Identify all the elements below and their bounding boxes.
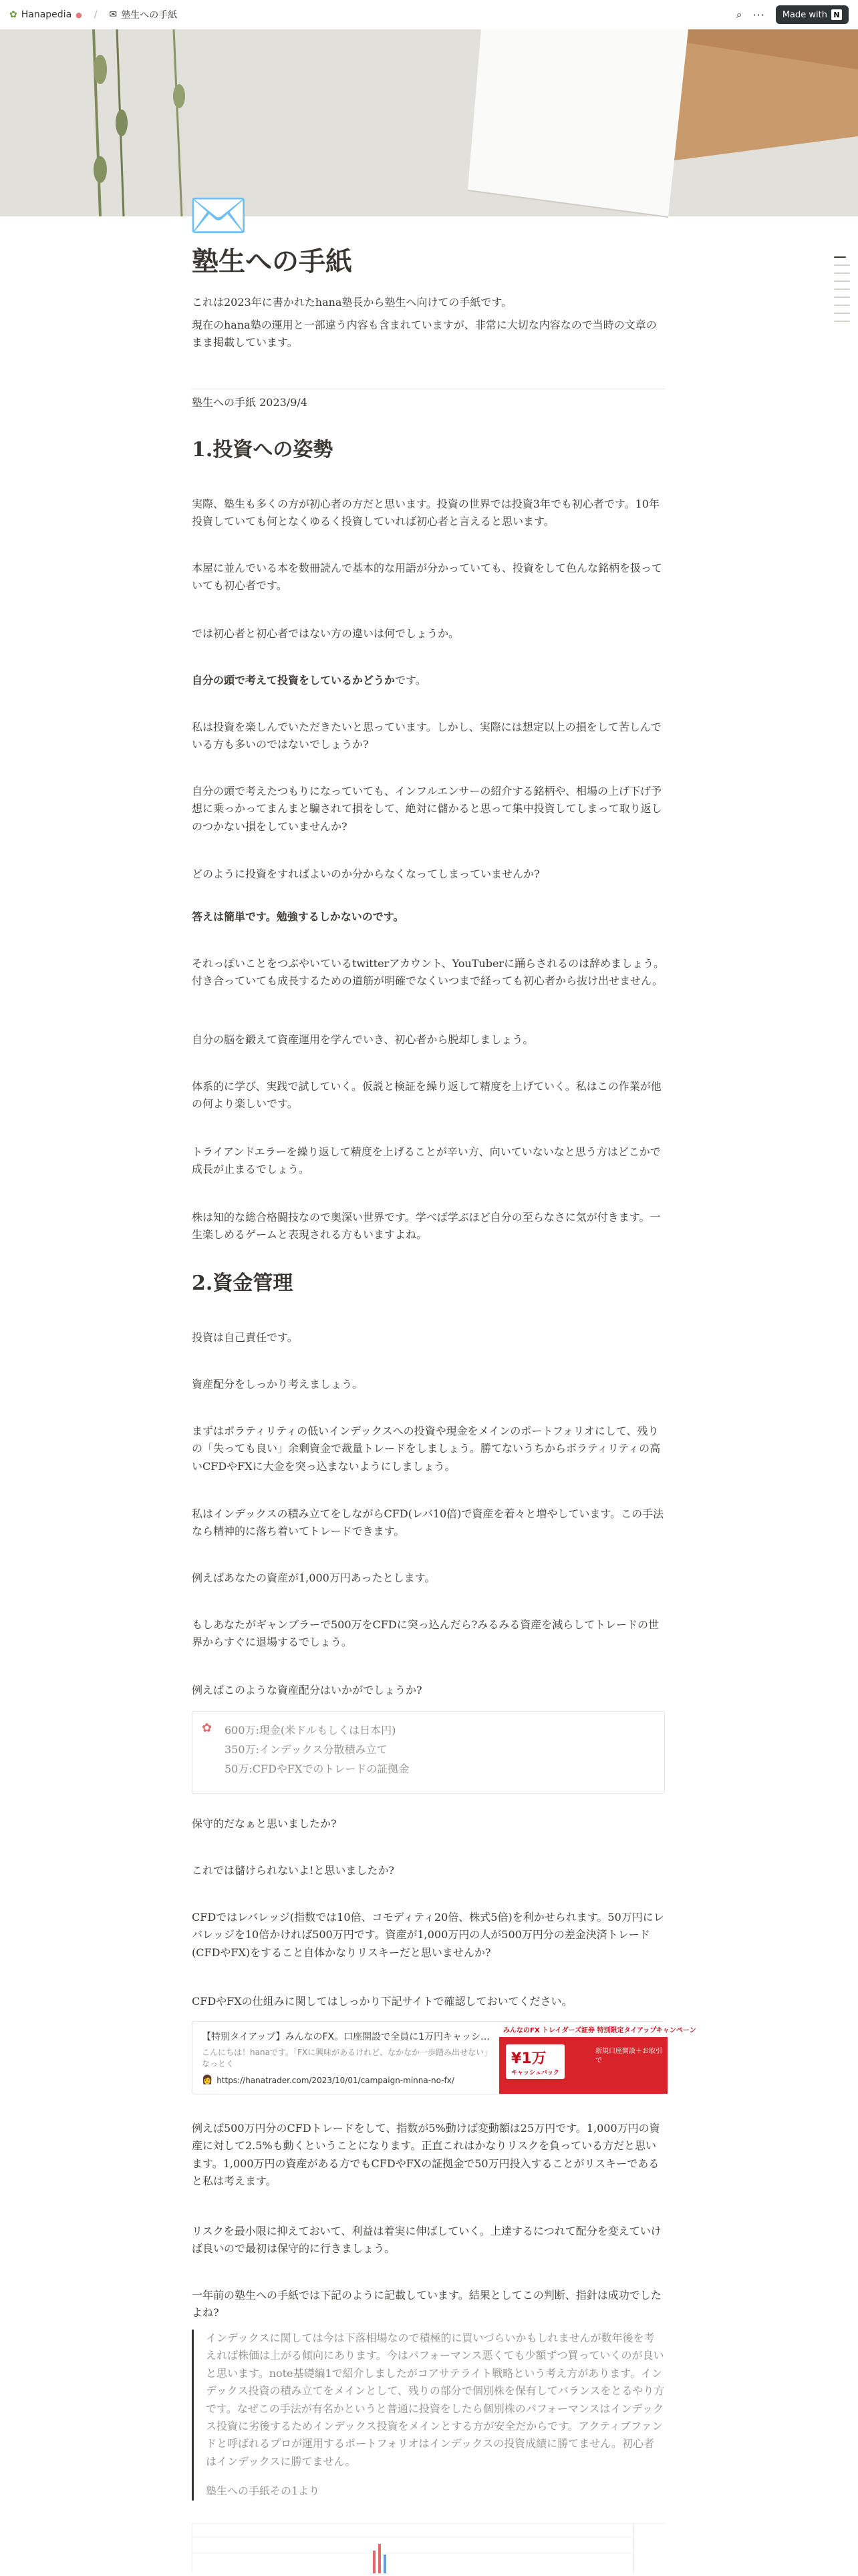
breadcrumb (9, 8, 177, 21)
bookmark-card[interactable] (192, 2021, 696, 2094)
quote-source: 塾生への手紙その1より (206, 2485, 320, 2498)
thumbnail-side-text: 新規口座開設＋お取引で (595, 2048, 663, 2064)
embedded-chart-image (192, 2523, 665, 2573)
cover-image (0, 29, 858, 216)
paragraph: もしあなたがギャンブラーで500万をCFDに突っ込んだら?みるみる資産を減らしてトレードの世界からすぐに退場するでしょう。 (192, 1618, 659, 1649)
paragraph: トライアンドエラーを繰り返して精度を上げることが辛い方、向いていないなと思う方はどこかで成長が止まるでしょう。 (192, 1145, 661, 1176)
page-content (192, 240, 696, 2573)
paragraph: 体系的に学び、実践で試していく。仮説と検証を繰り返して精度を上げていく。私はこの作業が他の何より楽しいです。 (192, 1080, 662, 1111)
callout-line: 50万:CFDやFXでのトレードの証拠金 (225, 1762, 410, 1775)
toc-marker[interactable] (834, 256, 846, 258)
quote-block (192, 2330, 665, 2501)
emphasis-paragraph: 答えは簡単です。勉強するしかないのです。 (192, 910, 404, 923)
workspace-badge-icon: ● (76, 10, 82, 19)
callout-line: 350万:インデックス分散積み立て (225, 1742, 388, 1756)
toc-marker[interactable] (834, 289, 850, 290)
quote-text: インデックスに関しては今は下落相場なので積極的に買いづらいかもしれませんが数年後を考えれば株価は上がる傾向にあります。今はパフォーマンス悪くても少額ずつ買っていくのが良いと思います。note基礎編1で紹介しましたがコアサテライト戦略という考え方があります。インデックス投資の積み立てをメインとして、残りの部分で個別株を保有してバランスをとるやり方です。なぜこの手法が有名かというと普通に投資をしたら個別株のパフォーマンスはインデックス投資に劣後するためインデックス投資をメインとする方が安全だからです。アクティブファンドと呼ばれるプロが運用するポートフォリオはインデックスの投資成績に勝てません。初心者はインデックスに勝てません。 (206, 2332, 665, 2468)
intro-line-2: 現在のhana塾の運用と一部違う内容も含まれていますが、非常に大切な内容なので当時の文章のまま掲載しています。 (192, 319, 657, 349)
bookmark-title: 【特別タイアップ】みんなのFX。口座開設で全員に1万円キャッシ… (202, 2032, 490, 2042)
thumbnail-badge-sub: キャッシュバック (511, 2070, 559, 2076)
search-icon[interactable]: ⌕ (736, 8, 742, 21)
paragraph: これでは儲けられないよ!と思いましたか? (192, 1864, 395, 1877)
paragraph: 株は知的な総合格闘技なので奥深い世界です。学べば学ぶほど自分の至らなさに気が付きます。一生楽しめるゲームと表現される方もいますよね。 (192, 1211, 661, 1242)
toc-marker[interactable] (834, 264, 850, 266)
allocation-callout (192, 1711, 665, 1794)
paragraph: 自分の脳を鍛えて資産運用を学んでいき、初心者から脱却しましょう。 (192, 1033, 534, 1046)
toc-marker[interactable] (834, 272, 850, 274)
toc-marker[interactable] (834, 281, 850, 282)
section-heading-1: 1.投資への姿勢 (192, 438, 333, 462)
breadcrumb-page[interactable]: 塾生への手紙 (121, 10, 178, 21)
breadcrumb-workspace[interactable]: Hanapedia (21, 9, 72, 20)
made-with-button[interactable] (776, 5, 849, 24)
paragraph: 保守的だなぁと思いましたか? (192, 1817, 337, 1830)
thumbnail-badge-amount: ¥1万 (511, 2050, 547, 2067)
thumbnail-banner: みんなのFX トレイダーズ証券 特別限定タイアップキャンペーン (499, 2022, 668, 2037)
bookmark-url: https://hanatrader.com/2023/10/01/campaign-minna-no-fx/ (217, 2075, 454, 2085)
paragraph: 実際、塾生も多くの方が初心者の方だと思います。投資の世界では投資3年でも初心者です。10年投資していても何となくゆるく投資していれば初心者と言えると思います。 (192, 498, 660, 528)
chart-thumbnail (192, 2524, 666, 2573)
paragraph: 本屋に並んでいる本を数冊読んで基本的な用語が分かっていても、投資をして色んな銘柄を扱っていても初心者です。 (192, 562, 663, 592)
flower-icon: ✿ (202, 1721, 212, 1735)
paragraph: 一年前の塾生への手紙では下記のように記載しています。結果としてこの判断、指針は成功でしたよね? (192, 2289, 662, 2320)
table-of-contents-markers[interactable] (834, 256, 850, 329)
paragraph: それっぽいことをつぶやいているtwitterアカウント、YouTuberに踊らされるのは辞めましょう。付き合っていても成長するための道筋が明確でなくいつまで経っても初心者から抜け出せません。 (192, 957, 665, 988)
paragraph: 資産配分をしっかり考えましょう。 (192, 1378, 364, 1391)
breadcrumb-separator: / (94, 9, 98, 20)
paragraph: 例えばこのような資産配分はいかがでしょうか? (192, 1684, 422, 1696)
thumbnail-badge (506, 2044, 565, 2079)
paragraph: まずはボラティリティの低いインデックスへの投資や現金をメインのポートフォリオにして、残りの「失っても良い」余剰資金で裁量トレードをしましょう。勝てないうちからボラティリティの高いCFDやFXに大金を突っ込まないようにしましょう。 (192, 1425, 661, 1473)
emphasis-paragraph (192, 672, 665, 689)
page-small-icon: ✉ (109, 9, 118, 20)
paragraph: 例えば500万円分のCFDトレードをして、指数が5%動けば変動額は25万円です。1,000万円の資産に対して2.5%も動くということになります。正直これはかなりリスクを負っている方だと思います。1,000万円の資産がある方でもCFDやFXの証拠金で50万円投入することがリスキーであると私は考えます。 (192, 2122, 660, 2188)
workspace-icon: ✿ (9, 9, 17, 20)
intro-line-1: これは2023年に書かれたhana塾長から塾生へ向けての手紙です。 (192, 296, 513, 309)
paragraph: リスクを最小限に抑えておいて、利益は着実に伸ばしていく。上達するにつれて配分を変えていけば良いので最初は保守的に行きましょう。 (192, 2225, 662, 2255)
top-bar (0, 0, 858, 29)
paragraph: CFDではレバレッジ(指数では10倍、コモディティ20倍、株式5倍)を利かせられます。50万円にレバレッジを10倍かければ500万円です。資産が1,000万円の人が500万円分の差金決済トレード(CFDやFX)をすること自体かなりリスキーだと思いませんか? (192, 1911, 664, 1959)
paragraph: 私は投資を楽しんでいただきたいと思っています。しかし、実際には想定以上の損をして苦しんでいる方も多いのではないでしょうか? (192, 721, 662, 751)
toc-marker[interactable] (834, 321, 850, 322)
bookmark-text (192, 2022, 499, 2094)
toc-marker[interactable] (834, 313, 850, 314)
paragraph: 投資は自己責任です。 (192, 1331, 298, 1344)
emphasis-tail: です。 (395, 674, 426, 687)
favicon-icon: 👩 (202, 2075, 213, 2085)
paragraph: 私はインデックスの積み立てをしながらCFD(レバ10倍)で資産を着々と増やしています。この手法なら精神的に落ち着いてトレードできます。 (192, 1507, 664, 1538)
paragraph: では初心者と初心者ではない方の違いは何でしょうか。 (192, 627, 460, 640)
bookmark-description: こんにちは！hanaです。「FXに興味があるけれど、なかなか一歩踏み出せない」なっとく (202, 2048, 488, 2068)
callout-line: 600万:現金(米ドルもしくは日本円) (225, 1724, 396, 1736)
more-icon[interactable]: ··· (752, 8, 765, 21)
cover-illustration (0, 29, 858, 216)
paragraph: 自分の頭で考えたつもりになっていても、インフルエンサーの紹介する銘柄や、相場の上げ下げ予想に乗っかってまんまと騙されて損をして、絶対に儲かると思って集中投資してしまって取り返しのつかない損をしていませんか? (192, 785, 662, 833)
paragraph: どのように投資をすればよいのか分からなくなってしまっていませんか? (192, 868, 540, 880)
paragraph: CFDやFXの仕組みに関してはしっかり下記サイトで確認しておいてください。 (192, 1995, 573, 2008)
page-title: 塾生への手紙 (192, 246, 352, 277)
section-heading-2: 2.資金管理 (192, 1272, 293, 1295)
bookmark-thumbnail (499, 2022, 696, 2094)
paragraph: 例えばあなたの資産が1,000万円あったとします。 (192, 1572, 436, 1584)
envelope-icon[interactable]: ✉️ (188, 187, 249, 243)
made-with-label: Made with (782, 9, 827, 20)
toc-marker[interactable] (834, 305, 850, 306)
letter-date: 塾生への手紙 2023/9/4 (192, 396, 307, 409)
notion-icon: N (831, 9, 842, 20)
bookmark-url-row (202, 2075, 490, 2085)
emphasis-text: 自分の頭で考えて投資をしているかどうか (192, 674, 396, 687)
toc-marker[interactable] (834, 297, 850, 298)
